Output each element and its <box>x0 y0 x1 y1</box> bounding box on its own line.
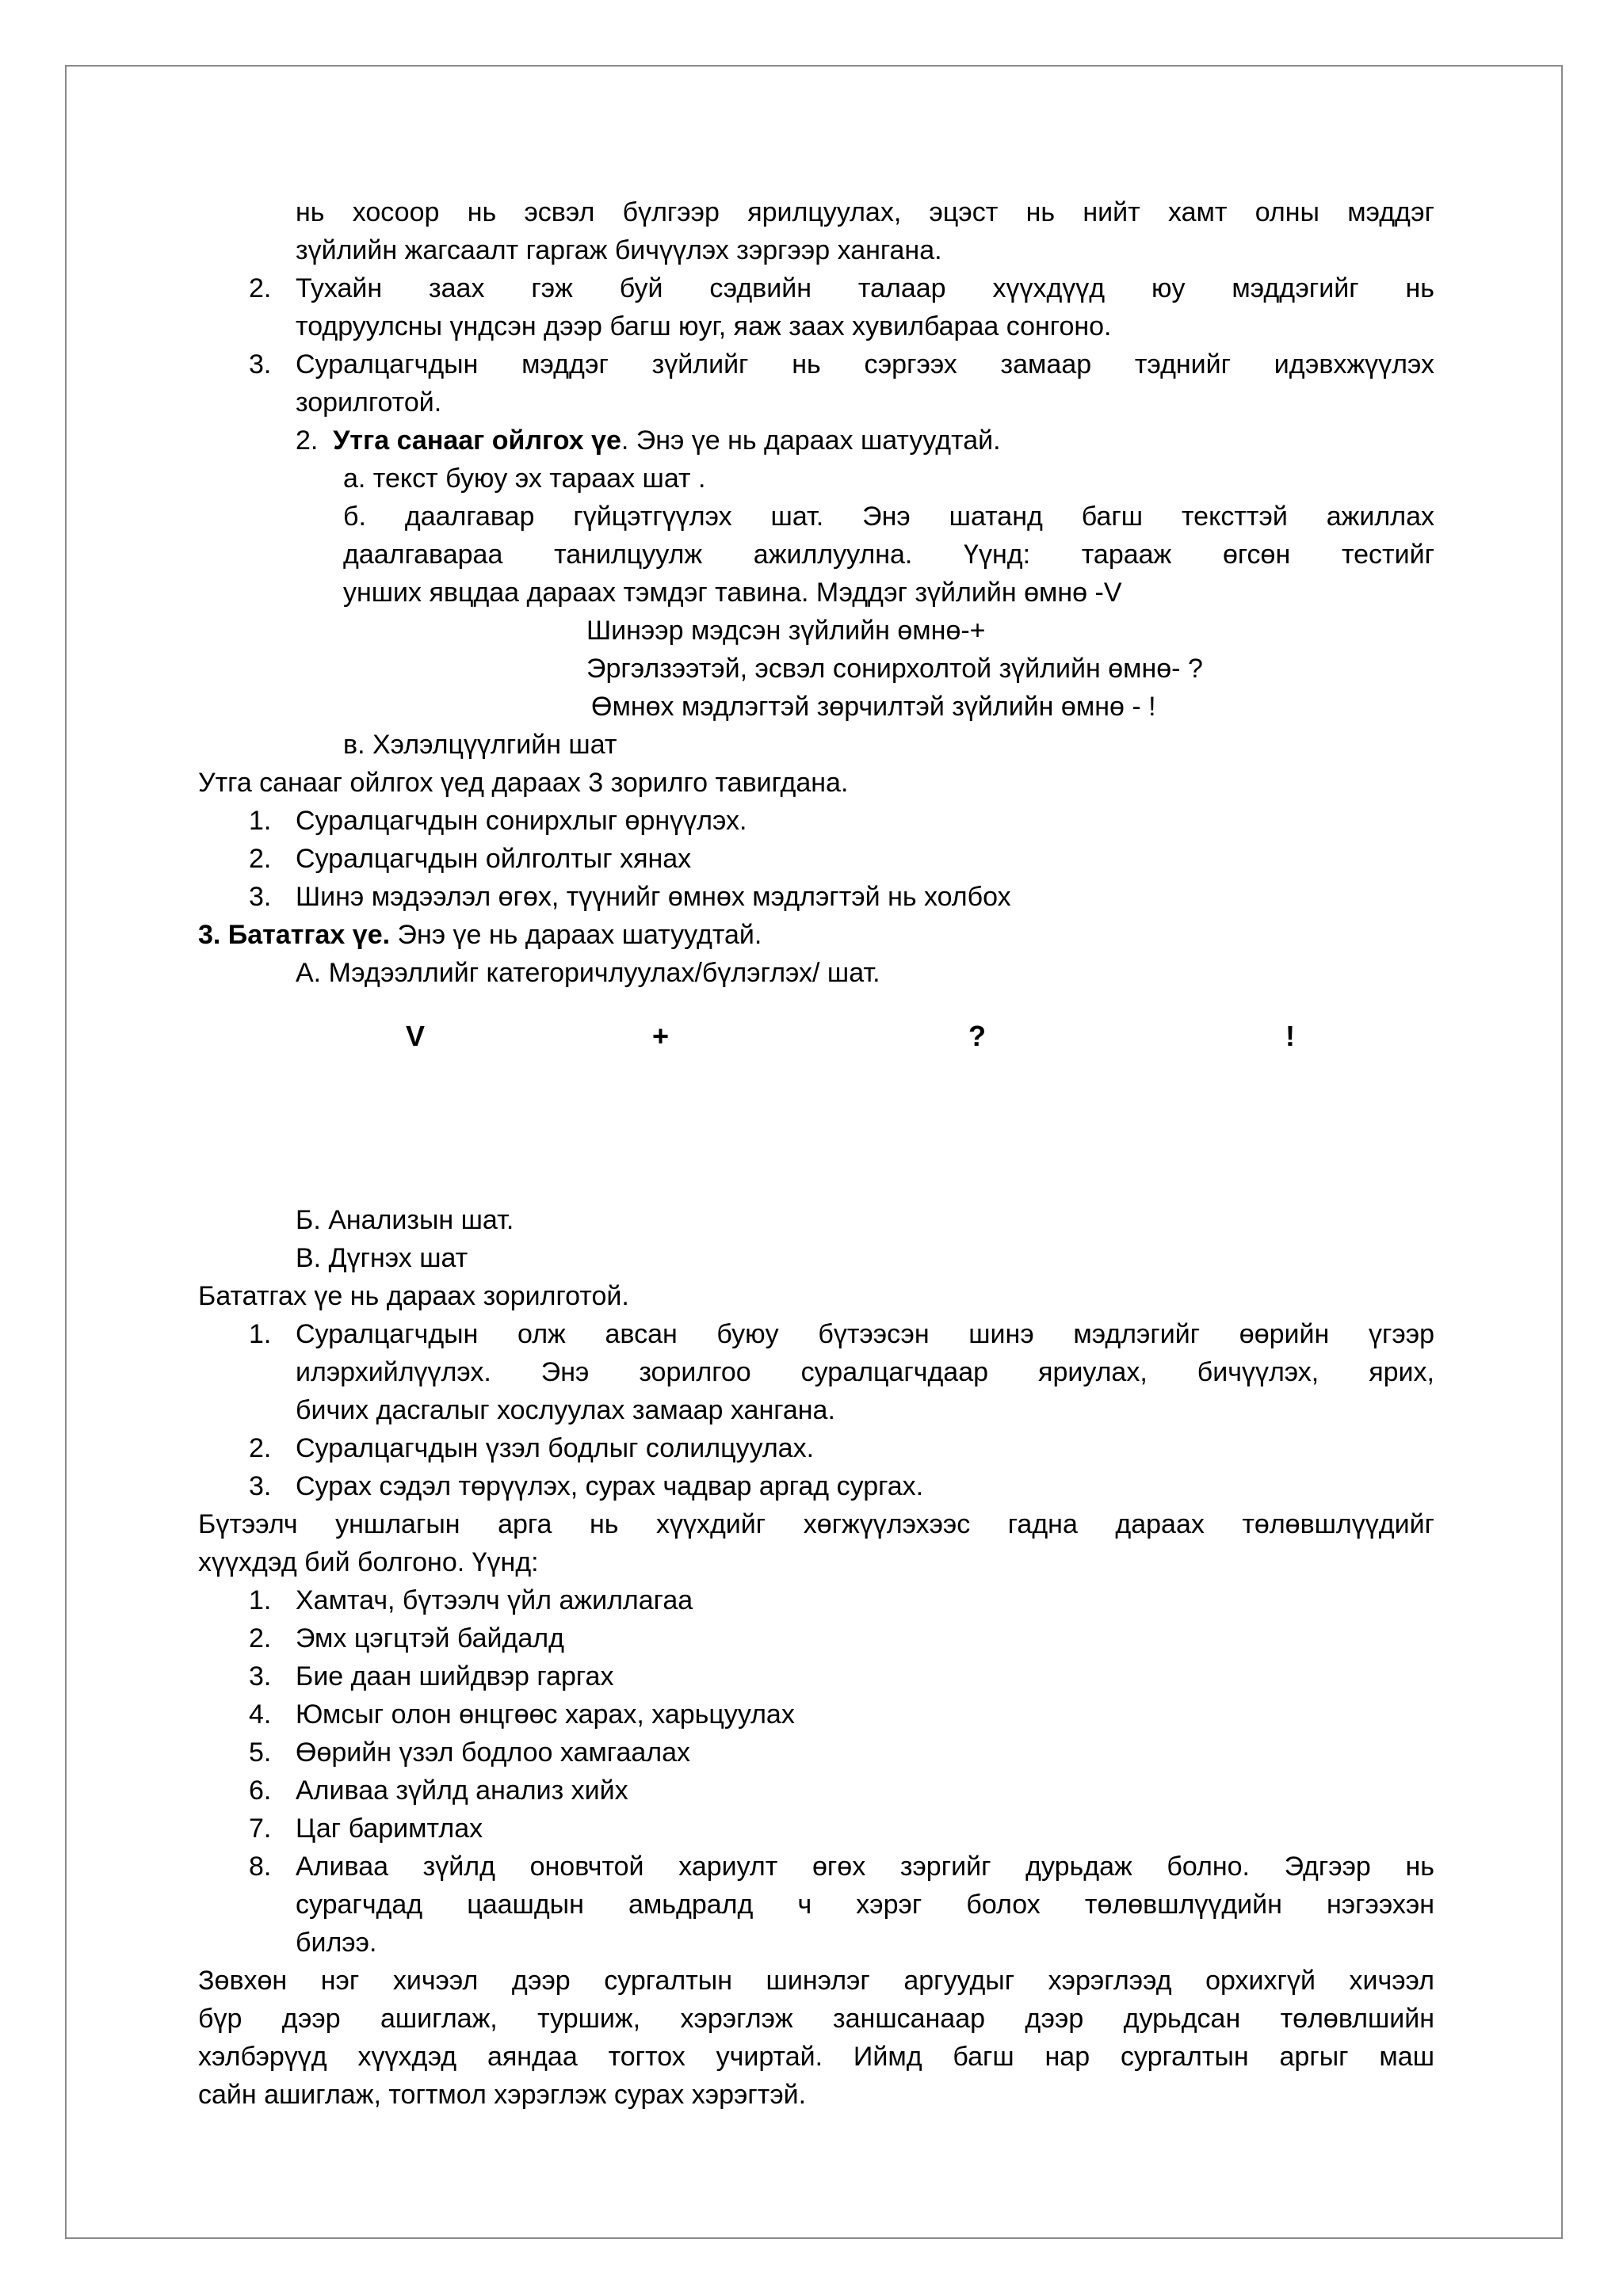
list1-item-3-line-1: Суралцагчдын мэддэг зүйлийг нь сэргээх замаар тэднийг идэвхжүүлэх <box>296 349 1434 379</box>
stage2-title: Утга санааг ойлгох үе <box>333 425 621 456</box>
goals3-item-2: Суралцагчдын үзэл бодлыг солилцуулах. <box>296 1433 815 1463</box>
method-item-8-line-3: билээ. <box>296 1928 377 1958</box>
goals2-intro: Утга санааг ойлгох үед дараах 3 зорилго тавигдана. <box>198 768 849 798</box>
goals2-item: Шинэ мэдээлэл өгөх, түүнийг өмнөх мэдлэгтэй нь холбох <box>296 882 1011 912</box>
goals3-intro: Бататгах үе нь дараах зорилготой. <box>198 1281 629 1311</box>
method-item-8-line-2: сурагчдад цаашдын амьдралд ч хэрэг болох төлөвшлүүдийн нэгээхэн <box>296 1890 1434 1920</box>
method-item: Аливаа зүйлд анализ хийх <box>296 1775 628 1806</box>
method-number: 1. <box>249 1585 272 1615</box>
method-item: Хамтач, бүтээлч үйл ажиллагаа <box>296 1585 693 1615</box>
method-item: Өөрийн үзэл бодлоо хамгаалах <box>296 1737 691 1768</box>
marker-doubt: Эргэлзээтэй, эсвэл сонирхолтой зүйлийн өмнө- ? <box>586 654 1203 684</box>
method-number: 7. <box>249 1814 272 1844</box>
goals3-item-1-line-1: Суралцагчдын олж авсан буюу бүтээсэн шинэ мэдлэгийг өөрийн үгээр <box>296 1319 1434 1349</box>
method-line-2: хүүхдэд бий болгоно. Үүнд: <box>198 1547 539 1577</box>
stage3-title: 3. Бататгах үе. <box>198 920 391 950</box>
goals3-number: 3. <box>249 1471 272 1501</box>
conclusion-line-2: бүр дээр ашиглаж, туршиж, хэрэглэж заншсанаар дээр дурьдсан төлөвлшийн <box>198 2004 1434 2034</box>
goals3-number: 2. <box>249 1433 272 1463</box>
stage3-step-a: А. Мэдээллийг категоричлуулах/бүлэглэх/ шат. <box>296 958 880 988</box>
method-line-1: Бүтээлч уншлагын арга нь хүүхдийг хөгжүүлэхээс гадна дараах төлөвшлүүдийг <box>198 1509 1434 1539</box>
symbol-v: V <box>406 1020 426 1052</box>
stage2-number: 2. <box>296 425 319 456</box>
intro-line-2: зүйлийн жагсаалт гаргаж бичүүлэх зэргээр хангана. <box>296 235 942 265</box>
marker-new: Шинээр мэдсэн зүйлийн өмнө-+ <box>586 616 986 646</box>
marker-conflict: Өмнөх мэдлэгтэй зөрчилтэй зүйлийн өмнө - ! <box>591 692 1156 722</box>
goals2-item: Суралцагчдын ойлголтыг хянах <box>296 844 692 874</box>
list1-item-3-line-2: зорилготой. <box>296 387 442 418</box>
stage2-step-b-line-2: даалгавараа танилцуулж ажиллуулна. Үүнд: тарааж өгсөн тестийг <box>343 540 1434 570</box>
method-number: 8. <box>249 1852 272 1882</box>
stage2-rest: . Энэ үе нь дараах шатуудтай. <box>621 425 1001 456</box>
symbol-question: ? <box>968 1020 986 1052</box>
method-item: Цаг баримтлах <box>296 1814 483 1844</box>
stage3-rest: Энэ үе нь дараах шатуудтай. <box>390 920 762 950</box>
method-item: Эмх цэгцтэй байдалд <box>296 1623 564 1653</box>
conclusion-line-3: хэлбэрүүд хүүхдэд аяндаа тогтох учиртай. Иймд багш нар сургалтын аргыг маш <box>198 2042 1434 2072</box>
method-item-8-line-1: Аливаа зүйлд оновчтой хариулт өгөх зэргийг дурьдаж болно. Эдгээр нь <box>296 1852 1434 1882</box>
goals2-number: 3. <box>249 882 272 912</box>
goals2-number: 2. <box>249 844 272 874</box>
stage3-step-c: В. Дүгнэх шат <box>296 1243 468 1273</box>
goals3-item-1-line-2: илэрхийлүүлэх. Энэ зорилгоо суралцагчдаар яриулах, бичүүлэх, ярих, <box>296 1357 1434 1387</box>
stage2-heading <box>296 421 1001 460</box>
list1-number: 2. <box>249 273 272 303</box>
symbol-exclamation: ! <box>1285 1020 1295 1052</box>
method-number: 6. <box>249 1775 272 1806</box>
stage2-step-c: в. Хэлэлцүүлгийн шат <box>343 730 617 760</box>
method-number: 3. <box>249 1661 272 1691</box>
list1-number: 3. <box>249 349 272 379</box>
list1-item-2-line-2: тодруулсны үндсэн дээр багш юуг, яаж заах хувилбараа сонгоно. <box>296 311 1112 341</box>
symbol-plus: + <box>652 1020 670 1052</box>
method-number: 4. <box>249 1699 272 1730</box>
stage3-heading <box>198 916 762 954</box>
intro-line-1: нь хосоор нь эсвэл бүлгээр ярилцуулах, эцэст нь нийт хамт олны мэддэг <box>296 197 1434 227</box>
conclusion-line-4: сайн ашиглаж, тогтмол хэрэглэж сурах хэрэгтэй. <box>198 2080 807 2110</box>
method-item: Бие даан шийдвэр гаргах <box>296 1661 614 1691</box>
goals2-number: 1. <box>249 806 272 836</box>
stage2-step-b-line-3: унших явцдаа дараах тэмдэг тавина. Мэддэг зүйлийн өмнө -V <box>343 578 1122 608</box>
conclusion-line-1: Зөвхөн нэг хичээл дээр сургалтын шинэлэг аргуудыг хэрэглээд орхихгүй хичээл <box>198 1966 1434 1996</box>
method-number: 5. <box>249 1737 272 1768</box>
goals3-number: 1. <box>249 1319 272 1349</box>
goals2-item: Суралцагчдын сонирхлыг өрнүүлэх. <box>296 806 747 836</box>
goals3-item-1-line-3: бичих дасгалыг хослуулах замаар хангана. <box>296 1395 835 1425</box>
method-number: 2. <box>249 1623 272 1653</box>
stage2-step-a: а. текст буюу эх тараах шат . <box>343 463 706 494</box>
stage2-step-b-line-1: б. даалгавар гүйцэтгүүлэх шат. Энэ шатанд багш тексттэй ажиллах <box>343 502 1434 532</box>
method-item: Юмсыг олон өнцгөөс харах, харьцуулах <box>296 1699 795 1730</box>
stage3-step-b: Б. Анализын шат. <box>296 1205 514 1235</box>
list1-item-2-line-1: Тухайн заах гэж буй сэдвийн талаар хүүхдүүд юу мэддэгийг нь <box>296 273 1434 303</box>
goals3-item-3: Сурах сэдэл төрүүлэх, сурах чадвар аргад сургах. <box>296 1471 924 1501</box>
